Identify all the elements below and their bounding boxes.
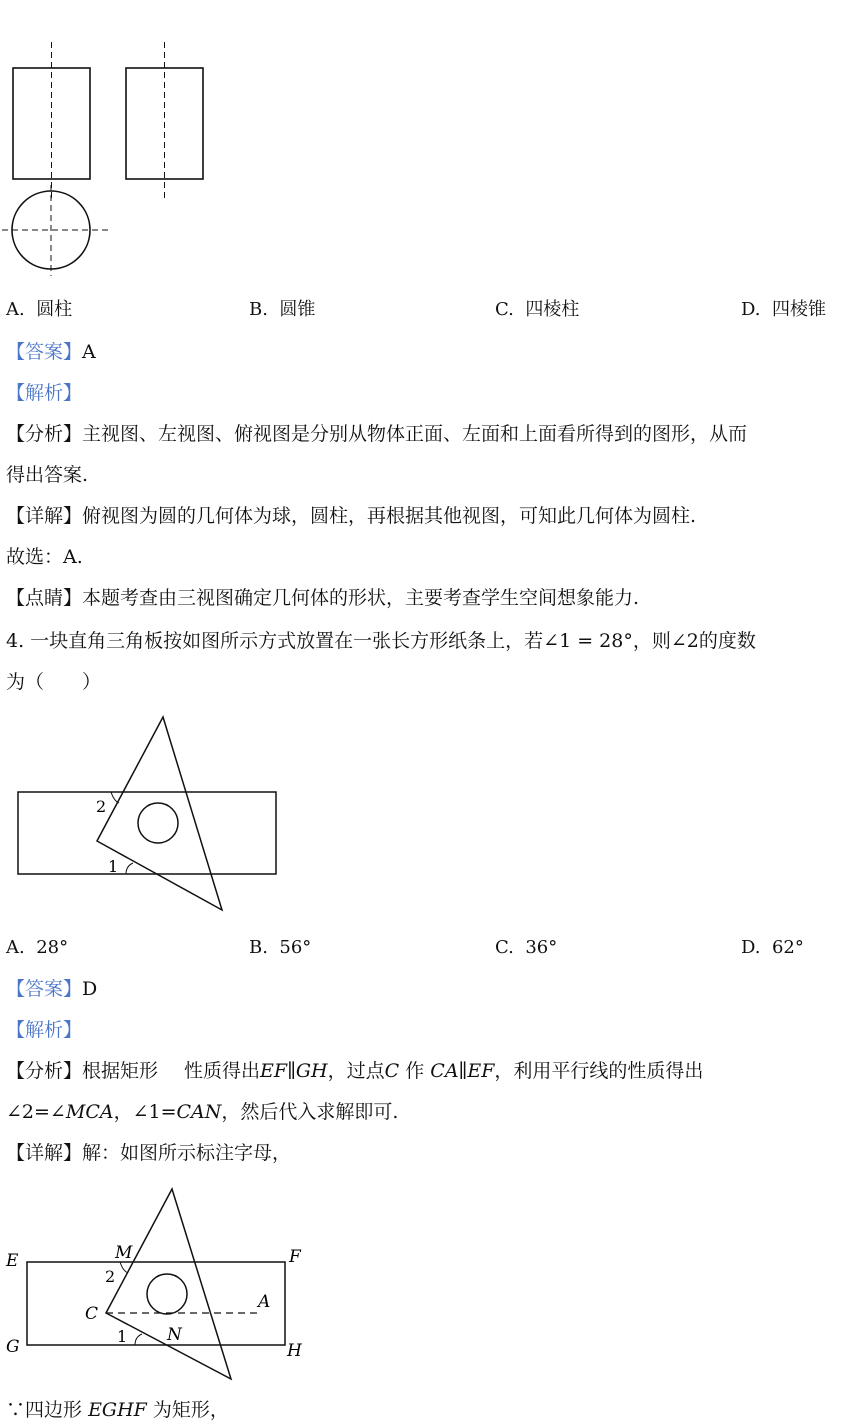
q3-xiangjie — [6, 502, 696, 530]
ruler-hole — [138, 803, 178, 843]
angle2-label: 2 — [96, 797, 107, 816]
answer-value: A — [82, 341, 96, 363]
option-text: 圆柱 — [36, 299, 73, 320]
label-e: E — [6, 1251, 19, 1271]
fenxi-text-e: ，利用平行线的性质得出 — [494, 1060, 704, 1082]
stem-angle1: ∠1 = 28° — [543, 630, 633, 652]
label-a: A — [258, 1292, 271, 1312]
xiangjie-text: 解：如图所示标注字母， — [82, 1142, 292, 1164]
option-label: A. — [6, 937, 25, 958]
q4-figure-1 — [0, 700, 300, 920]
fenxi-text-a: 根据矩形 — [82, 1060, 159, 1082]
q3-choose: 故选：A. — [6, 546, 83, 568]
option-label: B. — [249, 299, 268, 320]
option-text: 四棱锥 — [771, 299, 826, 320]
answer-value: D — [82, 978, 98, 1000]
label-n: N — [167, 1325, 182, 1345]
q3-fenxi-line2: 得出答案. — [6, 464, 89, 486]
label-f: F — [289, 1247, 301, 1267]
option-text: 56° — [279, 937, 312, 958]
label-c: C — [85, 1304, 99, 1324]
q4-last-line — [6, 1396, 229, 1424]
ruler-hole — [147, 1274, 187, 1314]
fenxi-text-d: 作 — [405, 1060, 425, 1082]
fenxi2-text-c: ，然后代入求解即可. — [221, 1101, 399, 1123]
fenxi-text: 主视图、左视图、俯视图是分别从物体正面、左面和上面看所得到的图形，从而 — [82, 423, 748, 445]
paper-strip — [18, 792, 276, 874]
fenxi2-math-2: CAN — [176, 1101, 222, 1123]
option-text: 36° — [525, 937, 558, 958]
angle2-label: 2 — [105, 1267, 116, 1286]
angle1-arc — [126, 863, 133, 874]
label-m: M — [115, 1243, 133, 1263]
stem-text-c: 的度数 — [698, 630, 756, 652]
angle1-label: 1 — [108, 857, 119, 876]
q4-stem-line1 — [6, 627, 756, 655]
label-g: G — [6, 1337, 20, 1357]
q3-option-c — [495, 297, 579, 323]
triangle-ruler — [97, 717, 222, 910]
option-label: A. — [6, 299, 25, 320]
triangle-ruler — [106, 1189, 231, 1379]
option-label: C. — [495, 299, 514, 320]
q4-fenxi-line2 — [6, 1098, 398, 1126]
q3-fenxi-line1 — [6, 420, 747, 448]
last-math: EGHF — [88, 1399, 147, 1421]
option-text: 四棱柱 — [525, 299, 580, 320]
q3-option-b — [249, 297, 315, 323]
q4-option-d — [741, 935, 804, 961]
fenxi2-text-b: ，∠1= — [113, 1101, 177, 1123]
xiangjie-tag: 【详解】 — [6, 1142, 83, 1164]
angle2-arc — [120, 1262, 128, 1273]
stem-text: 4. 一块直角三角板按如图所示方式放置在一张长方形纸条上，若 — [6, 630, 544, 652]
fenxi-math-3: CA∥EF — [430, 1060, 495, 1082]
three-views-figure — [0, 0, 120, 280]
xiangjie-text: 俯视图为圆的几何体为球，圆柱，再根据其他视图，可知此几何体为圆柱. — [82, 505, 697, 527]
option-label: D. — [741, 937, 761, 958]
fenxi-math-1: EF∥GH — [260, 1060, 328, 1082]
option-text: 圆锥 — [279, 299, 316, 320]
option-label: D. — [741, 299, 761, 320]
fenxi2-math-1: MCA — [65, 1101, 114, 1123]
dianjing-tag: 【点睛】 — [6, 587, 83, 609]
q4-stem-line2: 为（ ） — [6, 671, 102, 693]
answer-tag: 【答案】 — [6, 978, 83, 1000]
q4-xiangjie — [6, 1139, 291, 1167]
angle1-label: 1 — [117, 1327, 128, 1346]
option-label: B. — [249, 937, 268, 958]
fenxi-tag: 【分析】 — [6, 423, 83, 445]
stem-text-b: ，则 — [632, 630, 671, 652]
q4-option-b — [249, 935, 311, 961]
fenxi-tag: 【分析】 — [6, 1060, 83, 1082]
q4-fenxi-line1 — [6, 1057, 703, 1085]
q4-option-a — [6, 935, 68, 961]
q3-option-a — [6, 297, 72, 323]
q4-answer — [6, 975, 97, 1003]
angle1-arc — [135, 1334, 142, 1345]
q3-analysis-tag: 【解析】 — [6, 382, 83, 404]
last-text-a: ∵四边形 — [6, 1399, 83, 1421]
option-text: 28° — [36, 937, 69, 958]
q4-option-c — [495, 935, 557, 961]
option-label: C. — [495, 937, 514, 958]
q3-dianjing — [6, 584, 639, 612]
fenxi-text-b: 性质得出 — [184, 1060, 261, 1082]
answer-tag: 【答案】 — [6, 341, 83, 363]
option-text: 62° — [771, 937, 804, 958]
fenxi2-text-a: ∠2=∠ — [6, 1101, 66, 1123]
q3-answer — [6, 338, 96, 366]
dianjing-text: 本题考查由三视图确定几何体的形状，主要考查学生空间想象能力. — [82, 587, 640, 609]
rectangle-eghf — [27, 1262, 285, 1345]
q4-analysis-tag: 【解析】 — [6, 1019, 83, 1041]
stem-angle2: ∠2 — [670, 630, 699, 652]
fenxi-text-c: ，过点 — [327, 1060, 385, 1082]
fenxi-math-2: C — [384, 1060, 400, 1082]
q3-option-d — [741, 297, 826, 323]
q4-figure-2 — [0, 1180, 320, 1390]
xiangjie-tag: 【详解】 — [6, 505, 83, 527]
last-text-b: 为矩形， — [152, 1399, 229, 1421]
label-h: H — [287, 1341, 302, 1361]
